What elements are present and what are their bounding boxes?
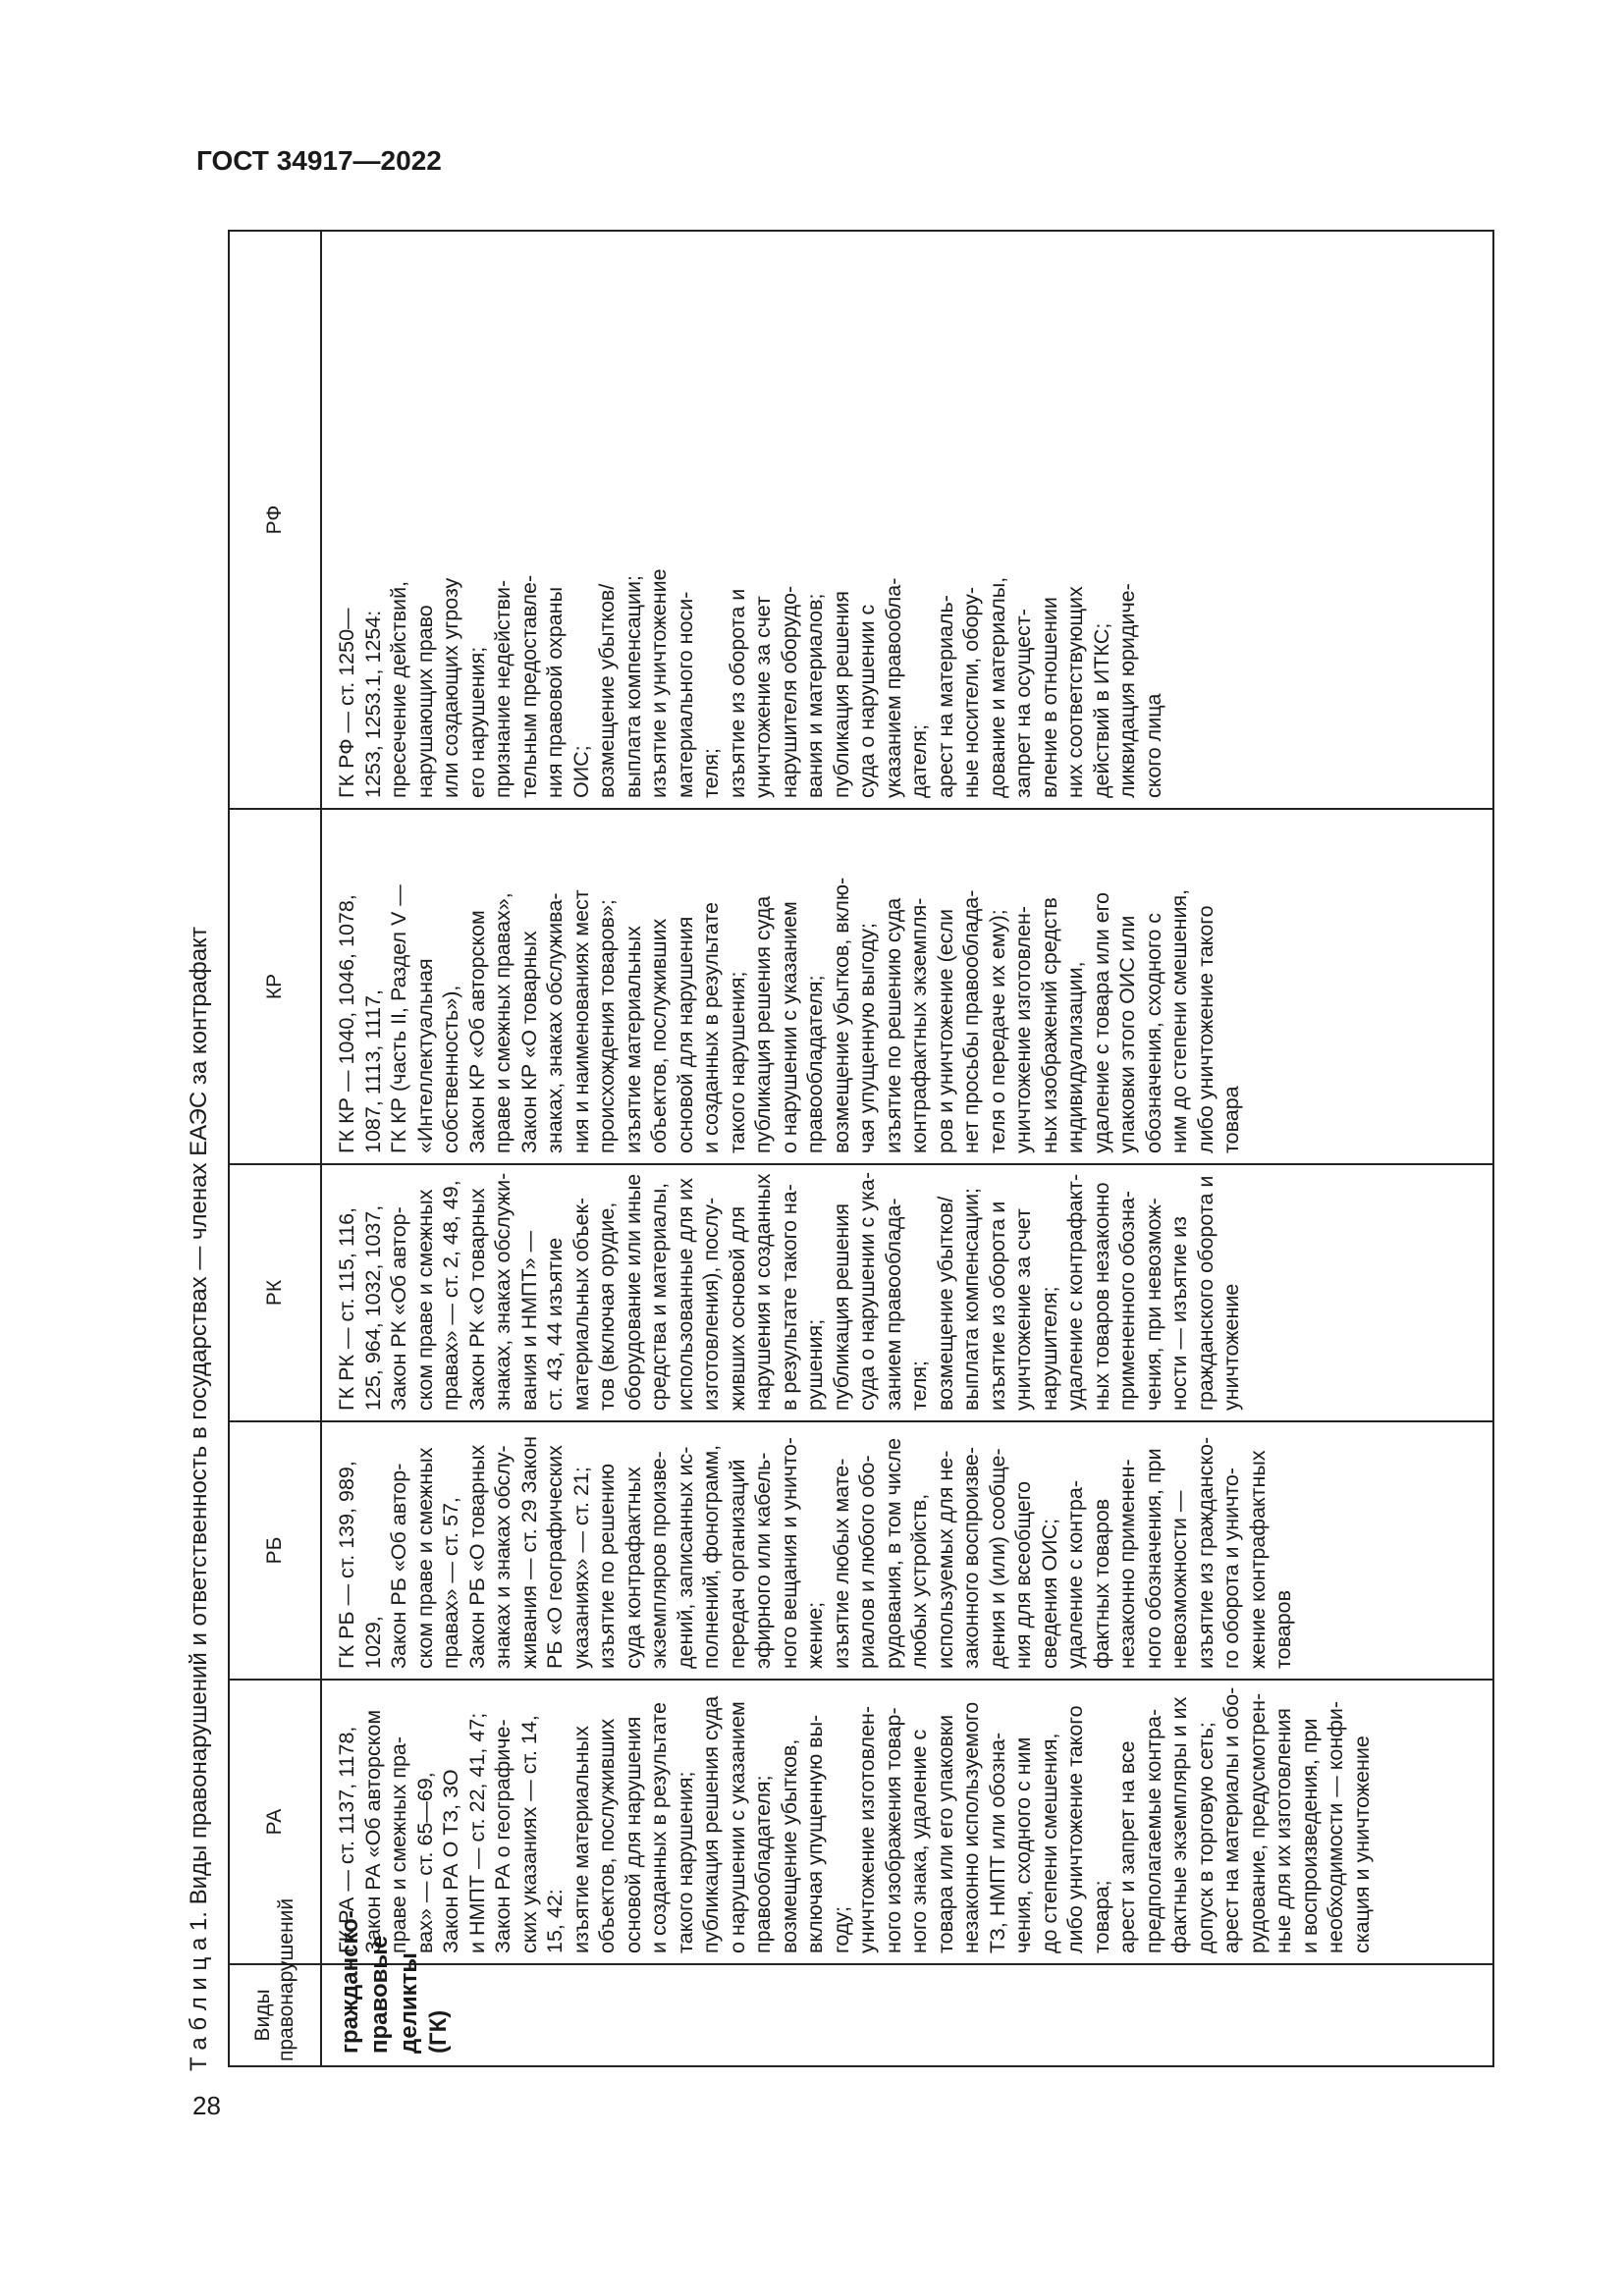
cell-line: такого нарушения; (725, 971, 749, 1153)
cell-line: рудования, в том числе (881, 1437, 905, 1669)
cell-line: выплата компенсации; (621, 575, 645, 798)
header-ra: РА (229, 1680, 321, 1964)
cell-line: 1253, 1253.1, 1254: (360, 610, 385, 798)
cell-line: изъятие из оборота и (985, 1201, 1009, 1411)
header-violation-types: Виды правонарушений (229, 1964, 321, 2066)
cell-line: собственность»), (439, 985, 462, 1153)
cell-line: чая упущенную выгоду; (855, 923, 879, 1153)
cell-line: деликты (396, 1952, 422, 2054)
cell-line: ные носители, обору- (959, 586, 983, 798)
cell-line: выплата компенсации; (959, 1188, 983, 1411)
cell-line: Закон РБ «Об автор- (387, 1463, 410, 1669)
cell-line: жение; (803, 1601, 827, 1669)
cell-line: либо уничтожение такого (1063, 1705, 1087, 1953)
cell-line: эфирного или кабель- (751, 1452, 775, 1669)
cell-line: ОИС; (568, 745, 593, 798)
cell-line: нарушения и созданных (751, 1173, 775, 1411)
cell-line: уничтожение за счет (1011, 1208, 1035, 1411)
cell-line: его нарушения; (464, 646, 489, 798)
cell-line: объектов, послуживших (647, 918, 671, 1153)
cell-line: включая упущенную вы- (803, 1714, 827, 1953)
cell-line: дения и (или) сообще- (985, 1448, 1009, 1669)
cell-line: рудование, предусмотрен- (1245, 1692, 1270, 1953)
cell-line: рушения; (803, 1318, 827, 1411)
cell-line: либо уничтожение такого (1193, 905, 1218, 1153)
cell-line: товара или его упаковки (933, 1714, 957, 1953)
cell-line: материальных объек- (568, 1197, 593, 1411)
cell-line: ст. 43, 44 изъятие (543, 1237, 567, 1411)
header-rb: РБ (229, 1421, 321, 1680)
cell-line: вания и НМПТ» — (516, 1230, 541, 1411)
cell-line: допуск в торговую сеть; (1193, 1722, 1218, 1953)
cell-line: ликвидация юридиче- (1115, 583, 1139, 798)
cell-line: ского лица (1141, 693, 1165, 798)
cell-line: праве и смежных правах», (491, 892, 514, 1153)
cell-line: ГК РА — ст. 1137, 1178, (335, 1726, 358, 1953)
cell-line: фактных товаров (1089, 1498, 1113, 1669)
cell-line: праве и смежных пра- (387, 1735, 410, 1953)
cell-line: 15, 42: (543, 1889, 567, 1953)
cell-line: и созданных в результате (647, 1702, 671, 1953)
cell-line: публикация решения (829, 1203, 853, 1411)
header-rk: РК (229, 1164, 321, 1421)
cell-line: происхождения товаров»; (595, 899, 619, 1153)
cell-line: чения, при невозмож- (1141, 1198, 1165, 1411)
cell-line: РБ «О географических (543, 1445, 567, 1669)
cell-line: ГК РК — ст. 115, 116, (335, 1206, 358, 1411)
cell-rf (321, 231, 1493, 809)
cell-line: гражданско- (337, 1910, 363, 2054)
cell-line: вах» — ст. 65—69, (412, 1772, 437, 1953)
cell-line: знаках и знаках обслу- (491, 1445, 514, 1669)
cell-line: нет просьбы правооблада- (959, 889, 983, 1153)
cell-line: тов (включая орудие, (595, 1201, 619, 1411)
cell-line: уничтожение за счет (751, 596, 775, 798)
cell-line: незаконно применен- (1115, 1459, 1139, 1669)
cell-line: указанием правообла- (881, 577, 905, 798)
rotated-table-container (228, 232, 1494, 2067)
cell-line: до степени смешения, (1037, 1733, 1061, 1953)
cell-line: Закон КР «Об авторском (464, 910, 489, 1153)
cell-line: примененного обозна- (1115, 1190, 1139, 1411)
cell-line: нарушителя; (1037, 1286, 1061, 1411)
cell-line: изъятие из оборота и (725, 588, 749, 798)
cell-line: ного обозначения, при (1141, 1448, 1165, 1669)
cell-line: изъятие материальных (568, 1726, 593, 1953)
cell-line: ния для всеобщего (1011, 1480, 1035, 1669)
cell-line: теля; (907, 1360, 931, 1411)
cell-line: и воспроизведения, при (1297, 1718, 1322, 1953)
cell-line: теля о передаче их ему); (985, 909, 1009, 1153)
cell-line: Закон РК «О товарных (464, 1188, 489, 1411)
cell-line: используемых для не- (933, 1450, 957, 1669)
cell-line: ного знака, удаление с (907, 1729, 931, 1953)
cell-line: гражданского оборота и (1193, 1175, 1218, 1411)
cell-line: ности — изъятие из (1167, 1215, 1191, 1411)
cell-line: суда о нарушении с (855, 604, 879, 798)
cell-line: ния и наименованиях мест (568, 889, 593, 1153)
cell-line: скация и уничтожение (1349, 1735, 1374, 1953)
cell-line: удаление с контра- (1063, 1480, 1087, 1669)
cell-line: действий в ИТКС; (1089, 622, 1113, 798)
cell-line: них соответствующих (1063, 586, 1087, 798)
cell-line: Закон РА О ТЗ, ЗО (439, 1769, 462, 1953)
cell-rk (321, 1164, 1493, 1421)
cell-line: возмещение убытков/ (933, 1196, 957, 1411)
cell-line: Закон РА о географиче- (491, 1719, 514, 1953)
cell-line: ных товаров незаконно (1089, 1182, 1113, 1411)
cell-line: ния правовой охраны (543, 586, 567, 798)
cell-line: ных изображений средств (1037, 897, 1061, 1153)
cell-line: возмещение убытков, (777, 1738, 801, 1953)
cell-line: указаниях» — ст. 21; (568, 1467, 593, 1669)
cell-line: товара (1219, 1086, 1243, 1153)
cell-line: пресечение действий, (387, 580, 410, 798)
cell-line: правообладателя; (751, 1775, 775, 1953)
cell-line: ГК КР — 1040, 1046, 1078, (335, 894, 358, 1153)
cell-line: вление в отношении (1037, 597, 1061, 798)
cell-line: тельным предоставле- (516, 574, 541, 798)
cell-line: и НМПТ — ст. 22, 41, 47; (464, 1712, 489, 1953)
cell-line: «Интеллектуальная (412, 958, 437, 1153)
cell-line: ров и уничтожение (если (933, 908, 957, 1153)
cell-line: правообладателя; (803, 975, 827, 1153)
violations-table (228, 230, 1494, 2067)
cell-line: арест на материаль- (933, 595, 957, 798)
cell-line: о нарушении с указанием (777, 901, 801, 1153)
cell-line: риалов и любого обо- (855, 1455, 879, 1669)
cell-line: уничтожение изготовлен- (1011, 905, 1035, 1153)
cell-line: Закон КР «О товарных (516, 931, 541, 1153)
cell-rb (321, 1421, 1493, 1680)
cell-line: живших основой для (725, 1205, 749, 1411)
header-kr: КР (229, 809, 321, 1164)
cell-line: обозначения, сходного с (1141, 912, 1165, 1153)
cell-line: изъятие и уничтожение (647, 568, 671, 798)
cell-line: незаконно используемого (959, 1701, 983, 1953)
cell-line: (ГК) (425, 2009, 452, 2054)
cell-kr (321, 809, 1493, 1164)
cell-line: году; (829, 1905, 853, 1953)
cell-line: правовые (366, 1935, 393, 2054)
cell-line: дателя; (907, 723, 931, 798)
cell-line: основой для нарушения (673, 916, 697, 1153)
cell-line: возмещение убытков/ (595, 583, 619, 798)
cell-line: сведения ОИС; (1037, 1518, 1061, 1669)
header-rf: РФ (229, 231, 321, 809)
cell-line: ском праве и смежных (412, 1447, 437, 1669)
cell-line: дование и материалы, (985, 576, 1009, 798)
cell-line: Закон РБ «О товарных (464, 1444, 489, 1669)
cell-line: использованные для их (673, 1178, 697, 1411)
cell-line: экземпляров произве- (647, 1451, 671, 1669)
cell-line: удаление с контрафакт- (1063, 1173, 1087, 1411)
cell-line: ного вещания и уничто- (777, 1437, 801, 1669)
table-header-row (229, 231, 321, 2066)
cell-line: дений, записанных ис- (673, 1446, 697, 1669)
cell-line: занием правооблада- (881, 1198, 905, 1411)
cell-line: средства и материалы, (647, 1182, 671, 1411)
cell-line: правах» — ст. 57, (439, 1497, 462, 1669)
cell-ra (321, 1680, 1493, 1964)
cell-line: публикация решения (829, 591, 853, 798)
cell-line: основой для нарушения (621, 1716, 645, 1953)
cell-line: правах» — ст. 2, 48, 49, (439, 1180, 462, 1411)
cell-line: товара; (1089, 1880, 1113, 1953)
cell-line: изготовления), послу- (699, 1197, 723, 1411)
cell-line: жение контрафактных (1245, 1450, 1270, 1669)
cell-line: ском праве и смежных (412, 1189, 437, 1411)
cell-line: публикация решения суда (751, 895, 775, 1153)
cell-line: упаковки этого ОИС или (1115, 915, 1139, 1153)
cell-line: изъятие материальных (621, 926, 645, 1153)
cell-line: контрафактных экземпля- (907, 897, 931, 1153)
cell-line: знаках, знаках обслужи- (491, 1172, 514, 1411)
cell-line: передач организаций (725, 1459, 749, 1669)
cell-line: фактные экземпляры и их (1167, 1696, 1191, 1953)
cell-line: изъятие по решению (595, 1464, 619, 1669)
cell-line: признание недействи- (491, 579, 514, 798)
cell-line: ного изображения товар- (881, 1707, 905, 1953)
cell-line: ные для их изготовления (1272, 1708, 1295, 1953)
cell-line: нарушителя оборудо- (777, 585, 801, 798)
cell-line: Закон РА «Об авторском (360, 1709, 385, 1953)
cell-line: товаров (1272, 1589, 1295, 1669)
cell-line: 1087, 1113, 1117, (360, 989, 385, 1153)
cell-line: ских указаниях — ст. 14, (516, 1715, 541, 1953)
cell-line: арест и запрет на все (1115, 1740, 1139, 1953)
cell-line: 1029, (360, 1616, 385, 1669)
cell-line: нарушающих право (412, 605, 437, 798)
cell-line: предполагаемые контра- (1141, 1708, 1165, 1953)
cell-line: суда контрафактных (621, 1467, 645, 1669)
cell-line: изъятие по решению суда (881, 897, 905, 1153)
cell-line: возмещение убытков, вклю- (829, 877, 853, 1153)
cell-line: живания — ст. 29 Закон (516, 1436, 541, 1669)
cell-line: ГК РБ — ст. 139, 989, (335, 1461, 358, 1669)
cell-line: о нарушении с указанием (725, 1701, 749, 1953)
cell-line: объектов, послуживших (595, 1718, 619, 1953)
cell-line: невозможности — (1167, 1490, 1191, 1669)
table-caption: Т а б л и ц а 1. Виды правонарушений и ответственность в государствах — членах ЕАЭС за контрафакт (186, 927, 212, 2071)
cell-line: законного воспроизве- (959, 1446, 983, 1669)
table-row (321, 231, 1493, 2066)
cell-line: публикация решения суда (699, 1695, 723, 1953)
cell-line: запрет на осущест- (1011, 609, 1035, 798)
cell-line: теля; (699, 747, 723, 798)
cell-line: такого нарушения; (673, 1771, 697, 1953)
cell-line: Закон РК «Об автор- (387, 1206, 410, 1411)
cell-line: оборудование или иные (621, 1173, 645, 1411)
cell-line: и созданных в результате (699, 902, 723, 1153)
page-number: 28 (192, 2091, 221, 2120)
cell-line: арест на материалы и обо- (1219, 1686, 1243, 1953)
cell-line: ТЗ, НМПТ или обозна- (985, 1732, 1009, 1953)
cell-line: изъятие из гражданско- (1193, 1436, 1218, 1669)
cell-line: уничтожение (1219, 1283, 1243, 1411)
cell-line: в результате такого на- (777, 1184, 801, 1411)
cell-line: или создающих угрозу (439, 577, 462, 798)
cell-line: 125, 964, 1032, 1037, (360, 1204, 385, 1411)
cell-line: вания и материалов; (803, 593, 827, 798)
cell-line: материального носи- (673, 591, 697, 798)
cell-line: суда о нарушении с ука- (855, 1171, 879, 1411)
cell-line: ГК РФ — ст. 1250— (335, 608, 358, 798)
cell-line: индивидуализации, (1063, 961, 1087, 1153)
document-header: ГОСТ 34917—2022 (196, 145, 442, 176)
cell-line: знаках, знаках обслужива- (543, 892, 567, 1153)
cell-line: любых устройств, (907, 1493, 931, 1669)
cell-line: чения, сходного с ним (1011, 1736, 1035, 1953)
cell-line: ним до степени смешения, (1167, 888, 1191, 1153)
cell-line: изъятие любых мате- (829, 1458, 853, 1669)
cell-line: ГК КР (часть II, Раздел V — (387, 884, 410, 1153)
cell-line: уничтожение изготовлен- (855, 1705, 879, 1953)
cell-line: удаление с товара или его (1089, 892, 1113, 1153)
cell-line: го оборота и уничто- (1219, 1467, 1243, 1669)
cell-line: необходимости — конфи- (1324, 1700, 1347, 1953)
cell-line: полнений, фонограмм, (699, 1444, 723, 1669)
